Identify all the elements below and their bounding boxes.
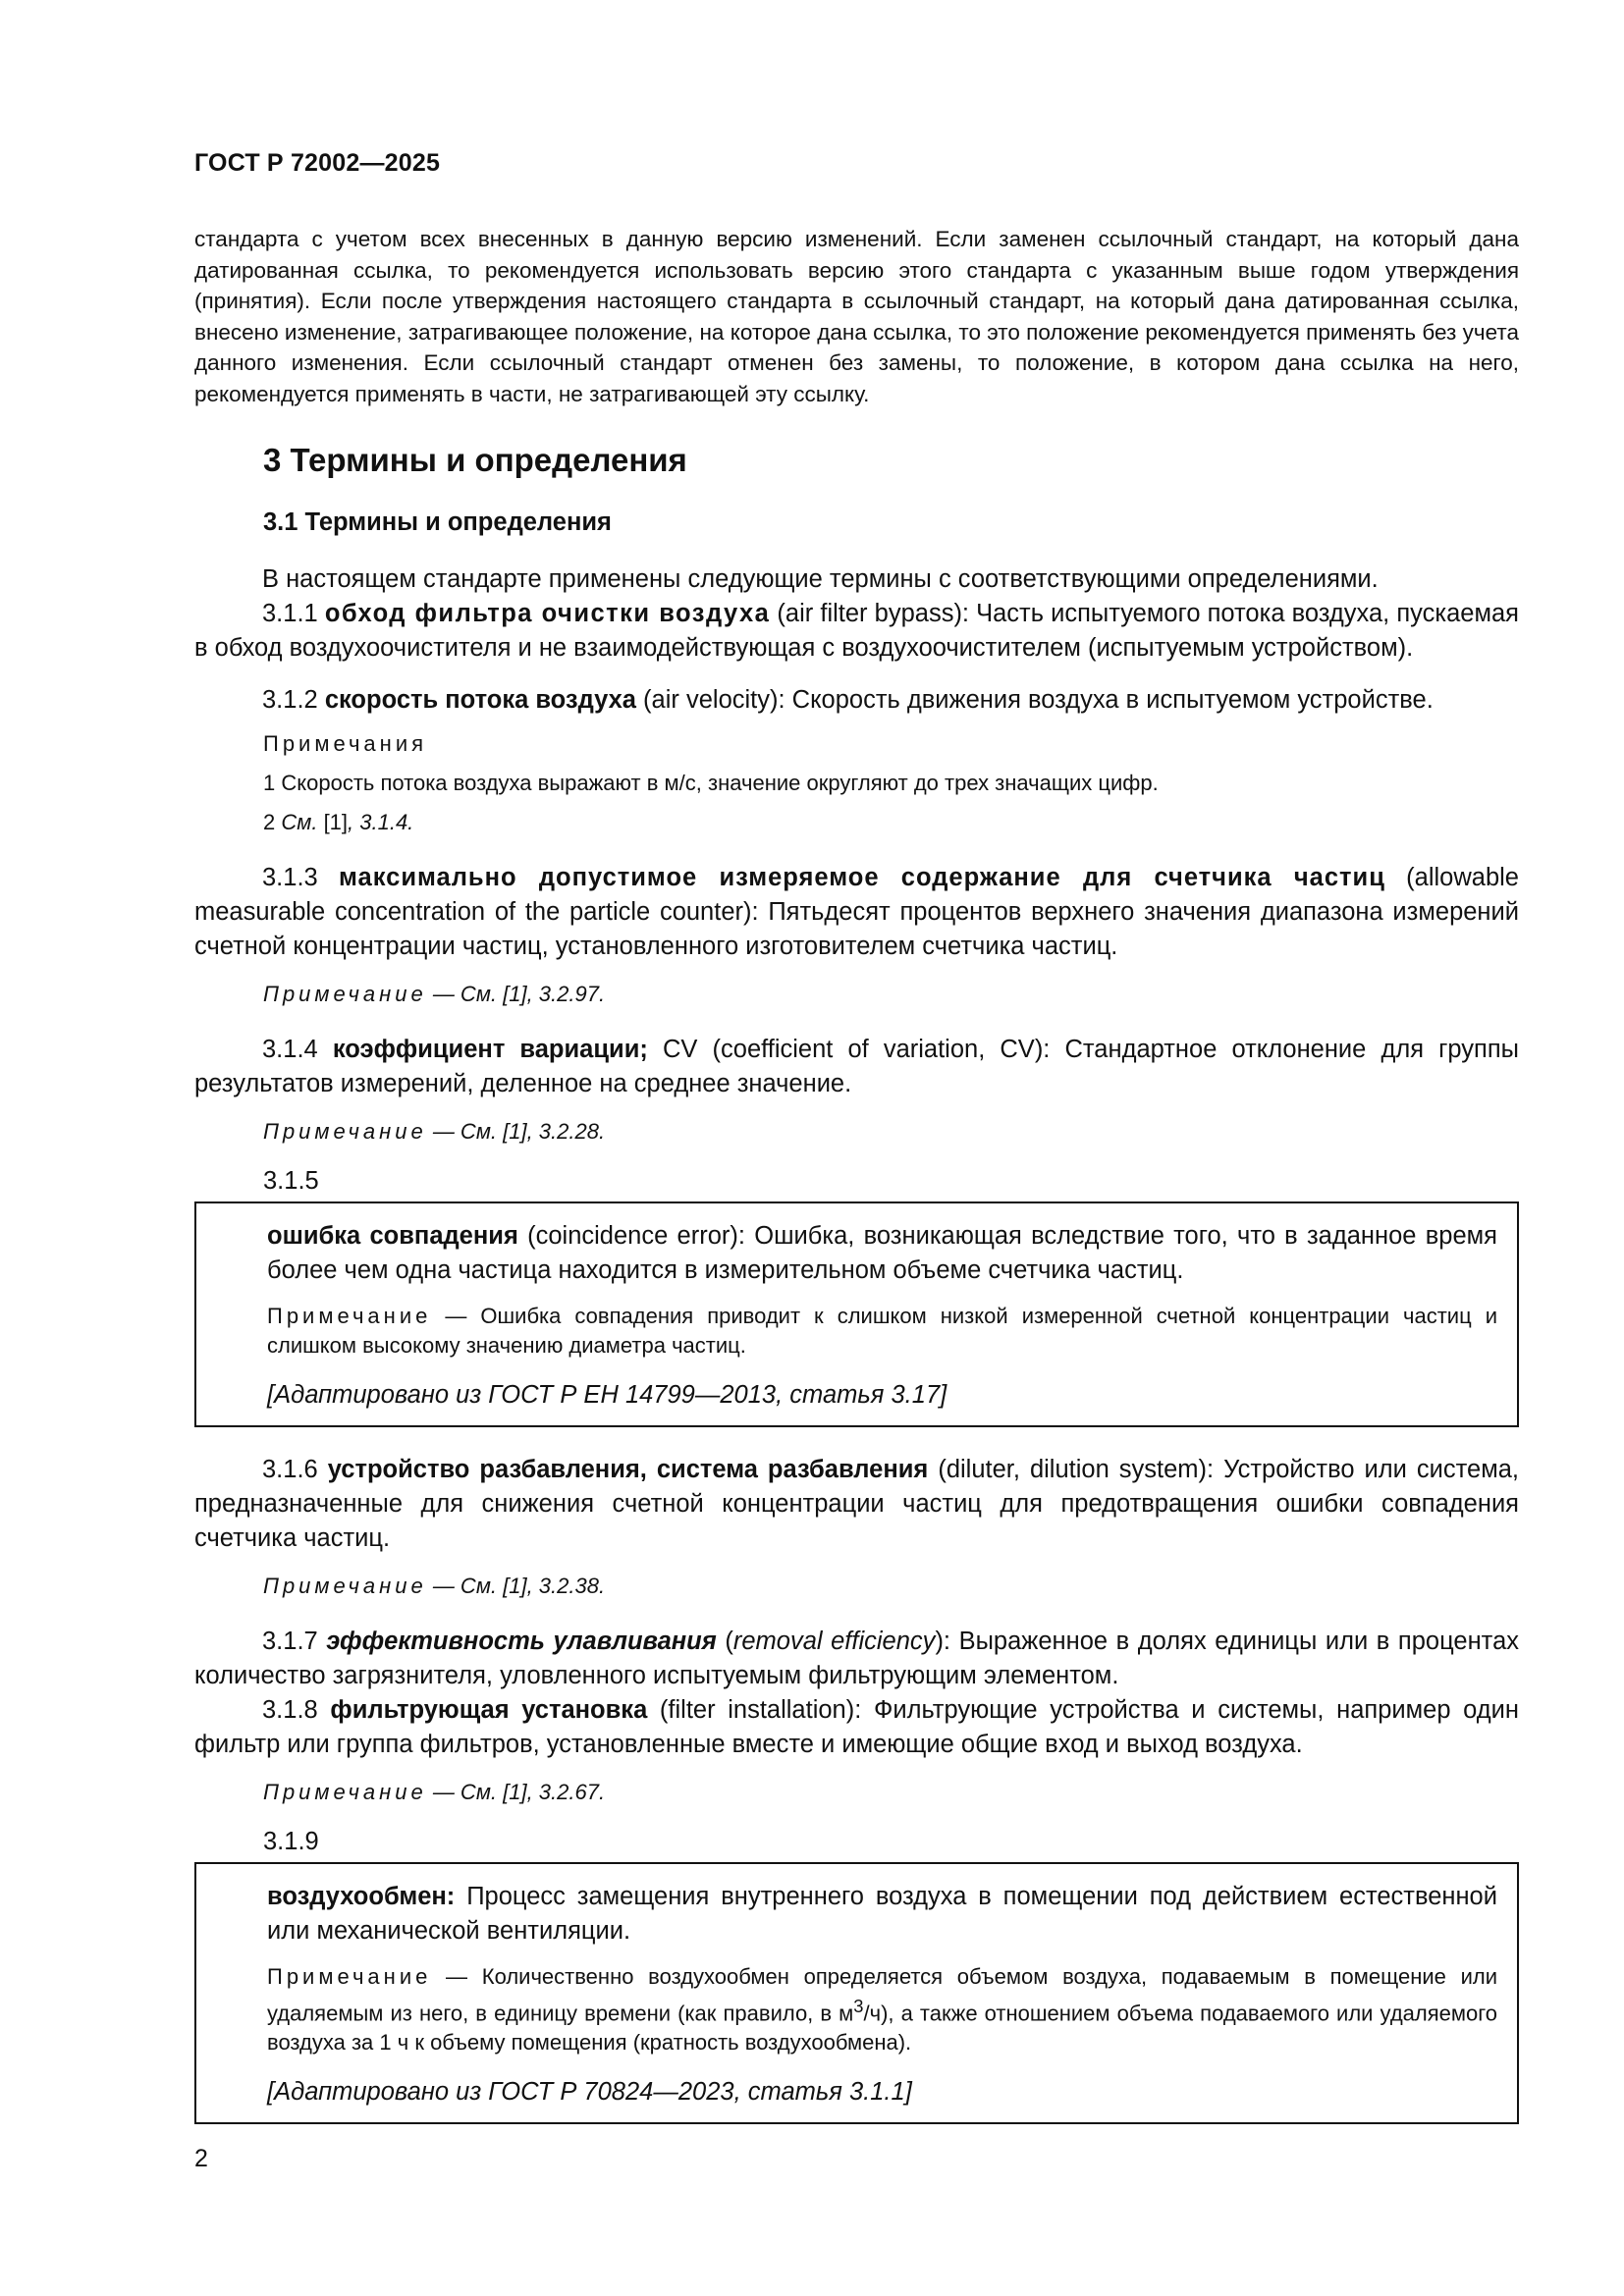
note-label: Примечание [267, 1964, 432, 1989]
page-content [194, 224, 1519, 2124]
note-3-1-3 [263, 980, 1519, 1009]
term-3-1-7 [194, 1625, 1519, 1693]
term-number: 3.1.2 [262, 686, 318, 714]
note-3-1-4 [263, 1117, 1519, 1147]
note-3-1-5 [267, 1302, 1497, 1361]
note-text: — См. [1], 3.2.67. [426, 1780, 606, 1804]
term-box-3-1-5 [194, 1201, 1519, 1427]
paren-open: ( [716, 1628, 733, 1655]
note-2-cf: См. [281, 810, 318, 834]
note-label: Примечание [263, 1119, 427, 1144]
source-reference: [Адаптировано из ГОСТ Р ЕН 14799—2013, статья 3.17] [267, 1381, 947, 1409]
term-name: эффективность улавливания [326, 1628, 717, 1655]
note-text: — См. [1], 3.2.38. [426, 1574, 606, 1598]
term-name: ошибка совпадения [267, 1222, 518, 1250]
note-2-ref: [1] [317, 810, 349, 834]
note-2 [263, 808, 1519, 837]
term-3-1-8 [194, 1693, 1519, 1762]
term-english: removal efficiency [732, 1628, 936, 1655]
term-definition: (filter installation): Фильтрующие устройства и системы, например один фильтр или группа фильтров, установленные вместе и имеющие общие вход и выход воздуха. [194, 1696, 1520, 1758]
term-3-1-3 [194, 861, 1519, 964]
note-label: Примечание [263, 1780, 427, 1804]
term-box-3-1-9 [194, 1862, 1519, 2124]
term-definition: (diluter, dilution system): Устройство или система, предназначенные для снижения счетной концентрации частиц для предотвращения ошибки совпадения счетчика частиц. [194, 1456, 1519, 1552]
note-text: — См. [1], 3.2.97. [426, 982, 606, 1006]
subsection-title: 3.1 Термины и определения [263, 508, 612, 536]
document-header: ГОСТ Р 72002—2025 [194, 149, 441, 177]
term-3-1-4 [194, 1033, 1519, 1101]
note-label: Примечание [263, 982, 427, 1006]
note-text-b: /ч), а также отношением объема подаваемого или удаляемого воздуха за 1 ч к объему помещения (кратность воздухообмена). [267, 2001, 1498, 2056]
term-3-1-5 [267, 1219, 1497, 1288]
intro-paragraph: стандарта с учетом всех внесенных в данную версию изменений. Если заменен ссылочный стандарт, на который дана датированная ссылка, то рекомендуется использовать версию этого стандарта с указанным выше годом утверждения (принятия). Если после утверждения настоящего стандарта в ссылочный стандарт, на который дана датированная ссылка, внесено изменение, затрагивающее положение, на которое дана ссылка, то это положение рекомендуется применять без учета данного изменения. Если ссылочный стандарт отменен без замены, то положение, в котором дана ссылка на него, рекомендуется применять в части, не затрагивающей эту ссылку. [194, 227, 1519, 406]
term-number: 3.1.3 [262, 864, 318, 891]
note-text-a: — Количественно воздухообмен определяется объемом воздуха, подаваемым в помещение или удаляемым из него, в единицу времени (как правило, в м [267, 1964, 1497, 2026]
note-label: Примечание [267, 1304, 432, 1328]
note-3-1-6 [263, 1572, 1519, 1601]
source-reference: [Адаптировано из ГОСТ Р 70824—2023, статья 3.1.1] [267, 2078, 912, 2107]
term-name: фильтрующая установка [330, 1696, 648, 1724]
term-definition: (coincidence error): Ошибка, возникающая вследствие того, что в заданное время более чем одна частица находится в измерительном объеме счетчика частиц. [267, 1222, 1497, 1284]
superscript: 3 [853, 1996, 864, 2016]
section-lead: В настоящем стандарте применены следующие термины с соответствующими определениями. [262, 565, 1379, 593]
term-name: максимально допустимое измеряемое содержание для счетчика частиц [339, 864, 1385, 891]
term-name: устройство разбавления, система разбавления [327, 1456, 929, 1483]
term-definition: Процесс замещения внутреннего воздуха в помещении под действием естественной или механической вентиляции. [267, 1883, 1497, 1945]
term-number: 3.1.6 [262, 1456, 318, 1483]
term-3-1-9 [267, 1880, 1497, 1949]
note-text: — Ошибка совпадения приводит к слишком низкой измеренной счетной концентрации частиц и слишком высокому значению диаметра частиц. [267, 1304, 1497, 1358]
term-number: 3.1.1 [262, 600, 318, 627]
note-3-1-8 [263, 1778, 1519, 1807]
term-name: воздухообмен: [267, 1883, 456, 1910]
term-number: 3.1.7 [262, 1628, 318, 1655]
section-title: 3 Термины и определения [263, 442, 687, 478]
term-definition: (air filter bypass): Часть испытуемого потока воздуха, пускаемая в обход воздухоочистителя и не взаимодействующая с воздухоочистителем (испытуемым устройством). [194, 600, 1519, 662]
note-label: Примечание [263, 1574, 427, 1598]
term-number: 3.1.4 [262, 1036, 318, 1063]
term-definition: (air velocity): Скорость движения воздуха в испытуемом устройстве. [635, 686, 1434, 714]
term-name: коэффициент вариации; [332, 1036, 648, 1063]
term-name: скорость потока воздуха [324, 686, 636, 714]
term-number-3-1-5: 3.1.5 [263, 1167, 319, 1195]
term-3-1-2 [194, 683, 1519, 718]
term-number: 3.1.8 [262, 1696, 318, 1724]
note-2-prefix: 2 [263, 810, 282, 834]
note-2-clause: , 3.1.4. [348, 810, 414, 834]
notes-title: Примечания [263, 731, 428, 756]
term-3-1-6 [194, 1453, 1519, 1556]
note-3-1-9 [267, 1962, 1497, 2057]
term-definition: (allowable measurable concentration of the particle counter): Пятьдесят процентов верхнего значения диапазона измерений счетной концентрации частиц, установленного изготовителем счетчика частиц. [194, 864, 1519, 960]
term-definition: CV (coefficient of variation, CV): Стандартное отклонение для группы результатов измерений, деленное на среднее значение. [194, 1036, 1519, 1097]
page-number: 2 [194, 2145, 208, 2172]
note-1: 1 Скорость потока воздуха выражают в м/с, значение округляют до трех значащих цифр. [263, 771, 1159, 795]
term-definition: ): Выраженное в долях единицы или в процентах количество загрязнителя, уловленного испытуемым фильтрующим элементом. [194, 1628, 1519, 1689]
term-name: обход фильтра очистки воздуха [324, 600, 771, 627]
term-3-1-1 [194, 597, 1519, 666]
note-text: — См. [1], 3.2.28. [426, 1119, 606, 1144]
term-number-3-1-9: 3.1.9 [263, 1828, 319, 1855]
